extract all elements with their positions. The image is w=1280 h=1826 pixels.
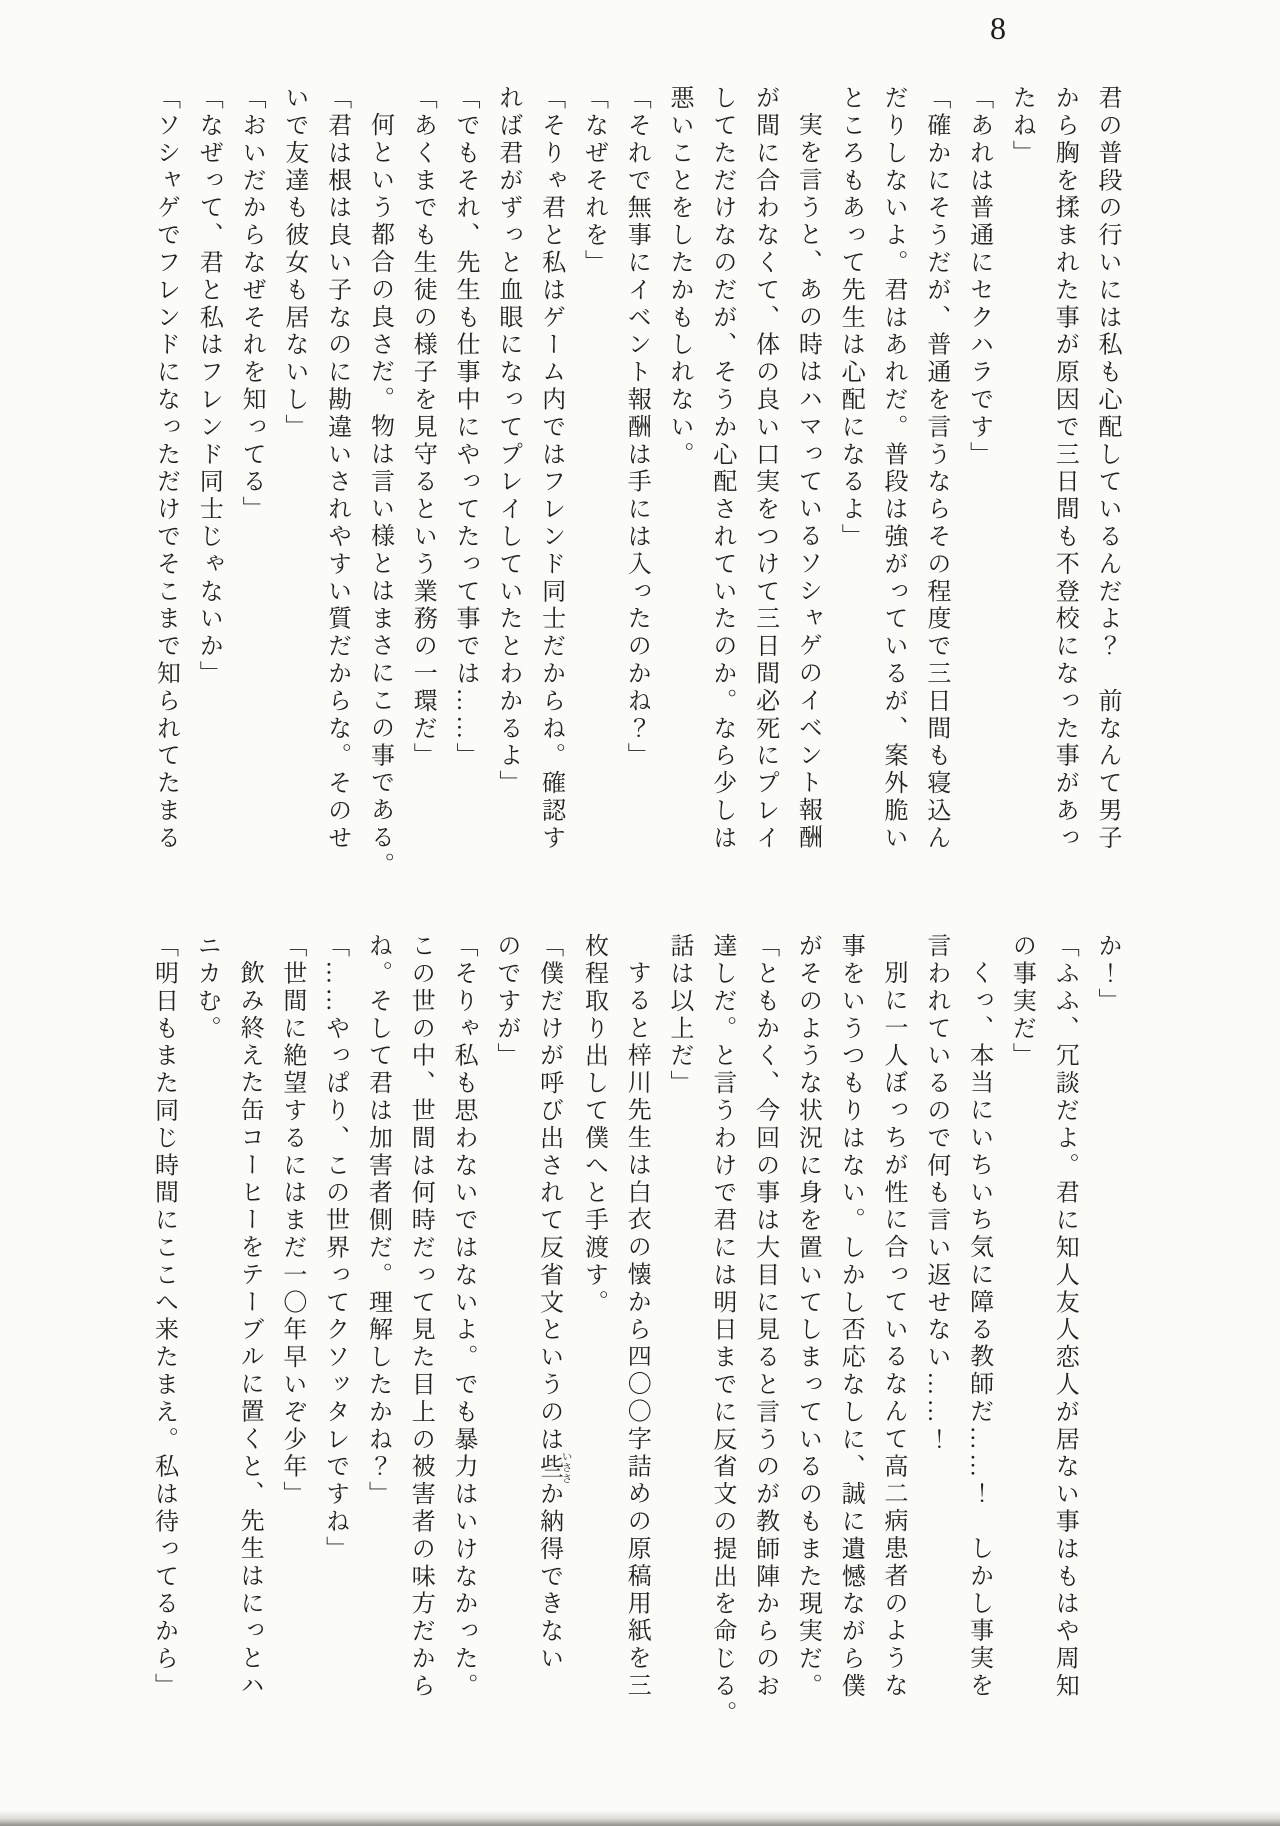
furigana-ruby: 些 いささ xyxy=(535,1450,572,1484)
text-block-bottom xyxy=(142,933,1128,1739)
text-line: 別に一人ぼっちが性に合っているなんて高二病患者のような xyxy=(880,960,907,1701)
text-line: 「そりゃ私も思わないではないよ。でも暴力はいけなかった。 xyxy=(450,933,477,1701)
text-line: 事をいうつもりはない。しかし否応なしに、誠に遺憾ながら僕 xyxy=(837,933,864,1701)
text-line: が間に合わなくて、体の良い口実をつけて三日間必死にプレイ xyxy=(751,85,778,853)
text-line: 「確かにそうだが、普通を言うならその程度で三日間も寝込ん xyxy=(922,85,949,853)
text-line: 「それで無事にイベント報酬は手には入ったのかね？」 xyxy=(623,85,650,770)
text-line: がそのような状況に身を置いてしまっているのもまた現実だ。 xyxy=(794,933,821,1701)
page-number: 8 xyxy=(990,10,1006,46)
text-line: の事実だ」 xyxy=(1008,933,1035,1070)
text-line: 君の普段の行いには私も心配しているんだよ？ 前なんて男子 xyxy=(1094,85,1120,853)
text-line: 「なぜって、君と私はフレンド同士じゃないか」 xyxy=(195,85,222,688)
text-line: 「あれは普通にセクハラです」 xyxy=(965,85,992,469)
text-line: 悪いことをしたかもしれない。 xyxy=(666,85,693,469)
text-line: この世の中、世間は何時だって見た目上の被害者の味方だから xyxy=(407,933,434,1701)
text-line: 「ともかく、今回の事は大目に見ると言うのが教師陣からのお xyxy=(751,933,778,1701)
text-line: ニカむ。 xyxy=(193,933,220,1043)
text-line: ね。そして君は加害者側だ。理解したかね？」 xyxy=(364,933,391,1509)
text-line: 実を言うと、あの時はハマっているソシャゲのイベント報酬 xyxy=(794,112,821,853)
text-line: 飲み終えた缶コーヒーをテーブルに置くと、先生はにっとハ xyxy=(236,960,263,1701)
text-line: だりしないよ。君はあれだ。普段は強がっているが、案外脆い xyxy=(880,85,907,853)
text-line: してただけなのだが、そうか心配されていたのか。なら少しは xyxy=(708,85,735,853)
text-line: 言われているので何も言い返せない……！ xyxy=(922,933,949,1454)
text-block-top xyxy=(144,85,1128,891)
text-line: ところもあって先生は心配になるよ」 xyxy=(837,85,864,551)
text-line: れば君がずっと血眼になってプレイしていたとわかるよ」 xyxy=(494,85,521,798)
text-line: 枚程取り出して僕へと手渡す。 xyxy=(580,933,607,1317)
text-line: 何という都合の良さだ。物は言い様とはまさにこの事である。 xyxy=(366,112,393,880)
text-line: か！」 xyxy=(1094,933,1120,1016)
text-line: 達しだ。と言うわけで君には明日までに反省文の提出を命じる。 xyxy=(708,933,735,1728)
text-line: 「明日もまた同じ時間にここへ来たまえ。私は待ってるから」 xyxy=(150,933,177,1701)
text-line: 「……やっぱり、この世界ってクソッタレですね」 xyxy=(321,933,348,1564)
text-line: 「君は根は良い子なのに勘違いされやすい質だからな。そのせ xyxy=(323,85,350,853)
text-line: くっ、本当にいちいち気に障る教師だ……！ しかし事実を xyxy=(965,960,992,1701)
text-line: 「あくまでも生徒の様子を見守るという業務の一環だ」 xyxy=(409,85,436,770)
text-line: のですが」 xyxy=(492,933,519,1070)
scan-edge-shadow xyxy=(0,1810,1280,1826)
text-line: 「僕だけが呼び出されて反省文というのは些 いささか納得できない xyxy=(535,933,572,1673)
text-line: いで友達も彼女も居ないし」 xyxy=(280,85,307,442)
text-line: 話は以上だ」 xyxy=(666,933,693,1098)
text-line: 「なぜそれを」 xyxy=(580,85,607,277)
text-line: 「ソシャゲでフレンドになっただけでそこまで知られてたまる xyxy=(152,85,179,853)
text-line: 「世間に絶望するにはまだ一〇年早いぞ少年」 xyxy=(278,933,305,1509)
text-line: 「そりゃ君と私はゲーム内ではフレンド同士だからね。確認す xyxy=(537,85,564,853)
text-line: すると梓川先生は白衣の懐から四〇〇字詰めの原稿用紙を三 xyxy=(623,960,650,1701)
text-line: 「おいだからなぜそれを知ってる」 xyxy=(238,85,265,524)
text-line: たね」 xyxy=(1008,85,1035,168)
text-line: 「でもそれ、先生も仕事中にやってたって事では……」 xyxy=(452,85,479,770)
text-line: から胸を揉まれた事が原因で三日間も不登校になった事があっ xyxy=(1051,85,1078,853)
text-line: 「ふふ、冗談だよ。君に知人友人恋人が居ない事はもはや周知 xyxy=(1051,933,1078,1701)
